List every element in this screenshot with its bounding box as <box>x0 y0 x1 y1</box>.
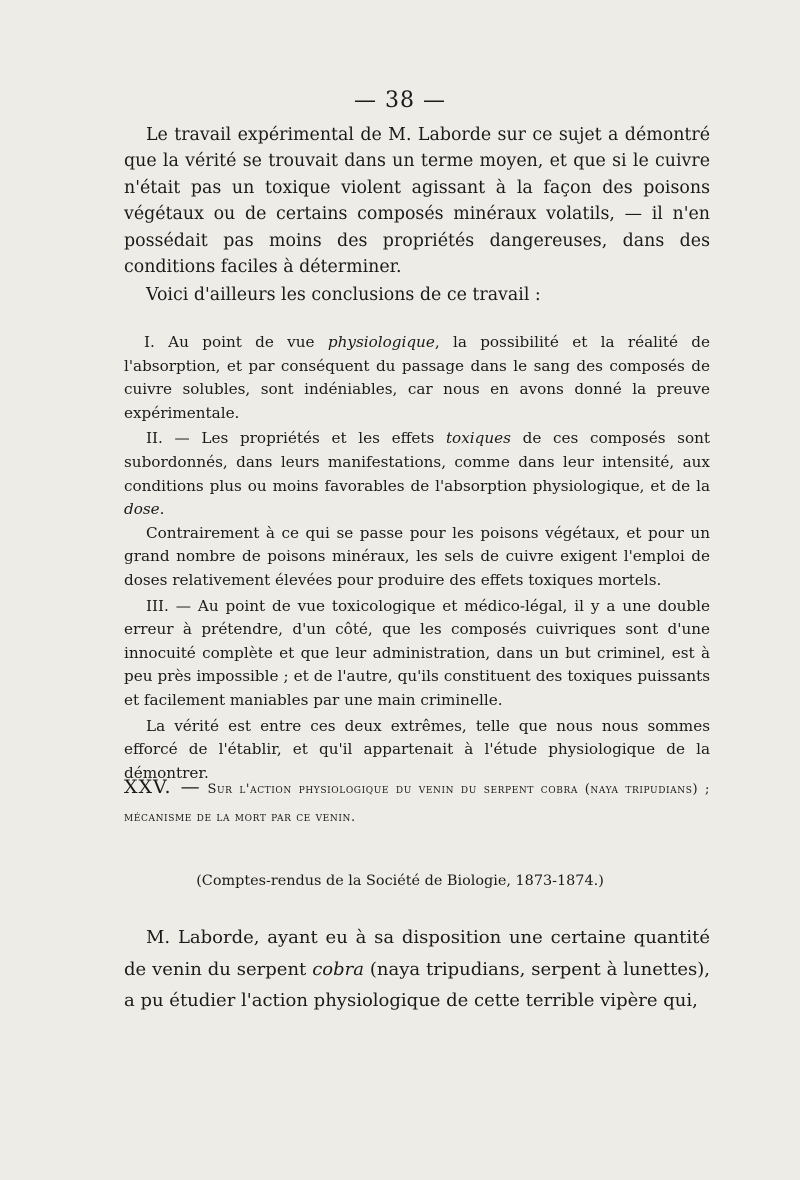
citation: (Comptes-rendus de la Société de Biologie, 1873-1874.) <box>196 873 604 889</box>
conclusion-3: III. — Au point de vue toxicologique et médico-légal, il y a une double erreur à prétendre, d'un côté, que les composés cuivriques sont d'une innocuité complète et que leur administration, dans un but criminel, est à peu près impossible ; et de l'autre, qu'ils constituent des toxiques puissants et facilement maniables par une main criminelle. <box>124 596 710 709</box>
conclusion-2-end: . <box>159 500 165 519</box>
intro-paragraph-1: Le travail expérimental de M. Laborde sur ce sujet a démontré que la vérité se trouvait dans un terme moyen, et que si le cuivre n'était pas un toxique violent agissant à la façon des poisons végétaux ou de certains composés minéraux volatils, — il n'en possédait pas moins des propriétés dangereuses, dans des conditions faciles à déterminer. <box>124 125 710 278</box>
closing-paragraph <box>124 922 710 1017</box>
conclusion-1-emphasis: physiologique <box>327 333 435 351</box>
conclusions-section <box>124 331 710 785</box>
intro-paragraph-2: Voici d'ailleurs les conclusions de ce travail : <box>146 285 541 306</box>
closing-emphasis: cobra <box>312 958 364 980</box>
conclusion-4: La vérité est entre ces deux extrêmes, telle que nous nous sommes efforcé de l'établir, et qu'il appartenait à l'étude physiologique de la démontrer. <box>124 716 710 782</box>
closing-text: (naya tripudians, serpent à lunettes), a pu étudier l'action physiologique de cette terrible vipère qui, <box>124 958 710 1011</box>
intro-section <box>124 122 710 309</box>
section-title: Sur l'action physiologique du venin du serpent cobra (naya tripudians) ; mécanisme de la mort par ce venin. <box>124 782 710 825</box>
section-number: XXV. — <box>124 776 201 798</box>
conclusion-2-continuation: Contrairement à ce qui se passe pour les poisons végétaux, et pour un grand nombre de poisons minéraux, les sels de cuivre exigent l'emploi de doses relativement élevées pour produire des effets toxiques mortels. <box>124 523 710 589</box>
conclusion-2-text: de ces composés sont subordonnés, dans leurs manifestations, comme dans leur intensité, aux conditions plus ou moins favorables de l'absorption physiologique, et de la <box>124 429 710 495</box>
conclusion-2-emphasis: toxiques <box>445 429 511 448</box>
closing-prefix: M. Laborde, ayant eu à sa disposition une certaine quantité de venin du serpent <box>124 927 710 980</box>
conclusion-1 <box>124 331 710 425</box>
conclusion-1-prefix: I. Au point de vue <box>144 333 328 351</box>
page-number: — 38 — <box>354 88 446 113</box>
section-heading <box>124 773 710 832</box>
conclusion-2-prefix: II. — Les propriétés et les effets <box>146 429 446 448</box>
conclusion-1-text: , la possibilité et la réalité de l'absorption, et par conséquent du passage dans le sang des composés de cuivre solubles, sont indéniables, car nous en avons donné la preuve expérimentale. <box>124 333 710 422</box>
conclusion-2-emphasis-dose: dose <box>124 500 160 519</box>
closing-section <box>124 922 710 1017</box>
conclusion-2 <box>124 427 710 521</box>
